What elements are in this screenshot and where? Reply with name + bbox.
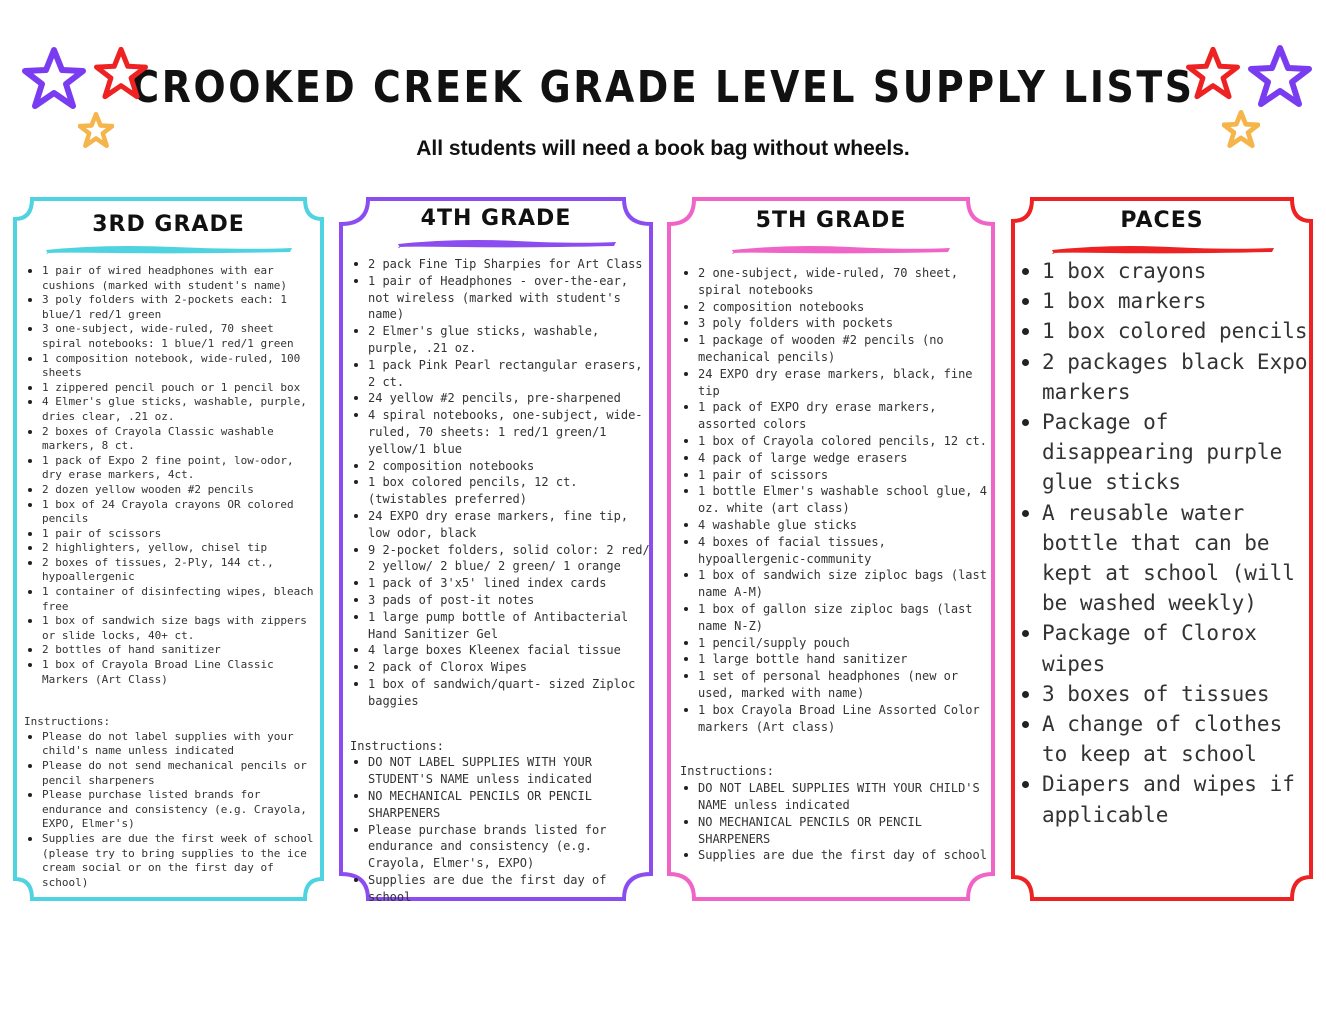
star-icon <box>1186 46 1240 100</box>
list-item: 1 container of disinfecting wipes, bleach free <box>42 585 316 614</box>
list-item: Diapers and wipes if applicable <box>1042 769 1316 829</box>
list-item: Please do not label supplies with your child's name unless indicated <box>42 730 316 759</box>
list-item: 1 pack of 3'x5' lined index cards <box>368 575 650 592</box>
list-item: DO NOT LABEL SUPPLIES WITH YOUR STUDENT'S NAME unless indicated <box>368 754 650 788</box>
list-item: A change of clothes to keep at school <box>1042 709 1316 769</box>
list-item: 1 box of 24 Crayola crayons OR colored pencils <box>42 498 316 527</box>
card-title: PACES <box>1120 208 1204 233</box>
list-item: 2 composition notebooks <box>698 299 992 316</box>
list-item: Package of disappearing purple glue sticks <box>1042 407 1316 498</box>
list-item: 1 box colored pencils <box>1042 316 1316 346</box>
list-item: 1 pair of scissors <box>698 467 992 484</box>
brush-stroke <box>1050 242 1276 256</box>
list-item: 3 boxes of tissues <box>1042 679 1316 709</box>
brush-stroke <box>396 236 618 250</box>
list-item: 1 pair of scissors <box>42 527 316 542</box>
instructions-label: Instructions: <box>680 764 774 779</box>
list-item: 3 one-subject, wide-ruled, 70 sheet spiral notebooks: 1 blue/1 red/1 green <box>42 322 316 351</box>
list-item: 9 2-pocket folders, solid color: 2 red/ 2 yellow/ 2 blue/ 2 green/ 1 orange <box>368 542 650 574</box>
list-item: 1 box of sandwich size ziploc bags (last name A-M) <box>698 567 992 601</box>
list-item: DO NOT LABEL SUPPLIES WITH YOUR CHILD'S NAME unless indicated <box>698 780 992 814</box>
star-icon <box>22 46 86 110</box>
list-item: Please purchase listed brands for endurance and consistency (e.g. Crayola, EXPO, Elmer's) <box>42 788 316 832</box>
list-item: 1 large bottle hand sanitizer <box>698 651 992 668</box>
star-icon <box>94 46 148 100</box>
list-item: 1 pack of Expo 2 fine point, low-odor, dry erase markers, 4ct. <box>42 454 316 483</box>
instructions-list <box>680 780 992 864</box>
list-item: 2 one-subject, wide-ruled, 70 sheet, spiral notebooks <box>698 265 992 299</box>
list-item: 2 boxes of Crayola Classic washable markers, 8 ct. <box>42 425 316 454</box>
list-item: 1 box of sandwich/quart- sized Ziploc baggies <box>368 676 650 710</box>
list-item: 4 large boxes Kleenex facial tissue <box>368 642 650 659</box>
list-item: Supplies are due the first week of school (please try to bring supplies to the ice cream social or on the first day of school) <box>42 832 316 890</box>
supply-list <box>680 265 992 735</box>
card-title: 5TH GRADE <box>755 208 907 233</box>
list-item: 4 washable glue sticks <box>698 517 992 534</box>
list-item: 1 box of Crayola Broad Line Classic Markers (Art Class) <box>42 658 316 687</box>
card-3rd-grade <box>12 196 325 902</box>
list-item: 1 box of Crayola colored pencils, 12 ct. <box>698 433 992 450</box>
list-item: 1 pack Pink Pearl rectangular erasers, 2 ct. <box>368 357 650 391</box>
list-item: 2 packages black Expo markers <box>1042 347 1316 407</box>
list-item: 1 box Crayola Broad Line Assorted Color markers (Art class) <box>698 702 992 736</box>
card-paces <box>1010 196 1314 902</box>
list-item: 2 composition notebooks <box>368 458 650 475</box>
list-item: 1 zippered pencil pouch or 1 pencil box <box>42 381 316 396</box>
list-item: 2 pack of Clorox Wipes <box>368 659 650 676</box>
list-item: 4 boxes of facial tissues, hypoallergenic-community <box>698 534 992 568</box>
list-item: 3 poly folders with pockets <box>698 315 992 332</box>
list-item: 3 poly folders with 2-pockets each: 1 blue/1 red/1 green <box>42 293 316 322</box>
card-5th-grade <box>666 196 996 902</box>
list-item: Package of Clorox wipes <box>1042 618 1316 678</box>
list-item: 1 box markers <box>1042 286 1316 316</box>
supply-content <box>1016 256 1316 830</box>
list-item: A reusable water bottle that can be kept at school (will be washed weekly) <box>1042 498 1316 619</box>
list-item: 3 pads of post-it notes <box>368 592 650 609</box>
list-item: Supplies are due the first day of school <box>368 872 650 906</box>
star-icon <box>1222 110 1260 148</box>
instructions-list <box>24 730 316 891</box>
list-item: 1 box of gallon size ziploc bags (last name N-Z) <box>698 601 992 635</box>
list-item: 24 EXPO dry erase markers, black, fine tip <box>698 366 992 400</box>
list-item: 24 yellow #2 pencils, pre-sharpened <box>368 390 650 407</box>
list-item: 2 boxes of tissues, 2-Ply, 144 ct., hypoallergenic <box>42 556 316 585</box>
instructions-list <box>350 754 650 905</box>
supply-content <box>350 256 650 905</box>
supply-content <box>24 264 316 890</box>
list-item: 24 EXPO dry erase markers, fine tip, low odor, black <box>368 508 650 542</box>
instructions-label: Instructions: <box>24 715 111 729</box>
list-item: 4 pack of large wedge erasers <box>698 450 992 467</box>
list-item: 1 box of sandwich size bags with zippers or slide locks, 40+ ct. <box>42 614 316 643</box>
list-item: 1 large pump bottle of Antibacterial Hand Sanitizer Gel <box>368 609 650 643</box>
list-item: 1 bottle Elmer's washable school glue, 4 oz. white (art class) <box>698 483 992 517</box>
list-item: 1 box colored pencils, 12 ct. (twistables preferred) <box>368 474 650 508</box>
card-4th-grade <box>338 196 654 902</box>
list-item: 1 pair of wired headphones with ear cushions (marked with student's name) <box>42 264 316 293</box>
brush-stroke <box>730 242 952 256</box>
list-item: 2 highlighters, yellow, chisel tip <box>42 541 316 556</box>
instructions-label: Instructions: <box>350 738 444 753</box>
list-item: Please purchase brands listed for endurance and consistency (e.g. Crayola, Elmer's, EXPO) <box>368 822 650 872</box>
star-icon <box>1248 44 1312 108</box>
star-icon <box>78 112 114 148</box>
supply-list <box>350 256 650 710</box>
list-item: 4 Elmer's glue sticks, washable, purple, dries clear, .21 oz. <box>42 395 316 424</box>
list-item: 1 pencil/supply pouch <box>698 635 992 652</box>
supply-list <box>24 264 316 687</box>
list-item: Supplies are due the first day of school <box>698 847 992 864</box>
list-item: NO MECHANICAL PENCILS OR PENCIL SHARPENERS <box>698 814 992 848</box>
list-item: 1 set of personal headphones (new or used, marked with name) <box>698 668 992 702</box>
list-item: 1 pair of Headphones - over-the-ear, not wireless (marked with student's name) <box>368 273 650 323</box>
list-item: NO MECHANICAL PENCILS OR PENCIL SHARPENERS <box>368 788 650 822</box>
list-item: 2 dozen yellow wooden #2 pencils <box>42 483 316 498</box>
list-item: 2 bottles of hand sanitizer <box>42 643 316 658</box>
list-item: 1 box crayons <box>1042 256 1316 286</box>
list-item: 1 package of wooden #2 pencils (no mechanical pencils) <box>698 332 992 366</box>
list-item: 2 pack Fine Tip Sharpies for Art Class <box>368 256 650 273</box>
list-item: 1 pack of EXPO dry erase markers, assorted colors <box>698 399 992 433</box>
supply-list <box>1016 256 1316 830</box>
card-title: 3RD GRADE <box>92 212 245 237</box>
card-title: 4TH GRADE <box>420 206 572 231</box>
list-item: Please do not send mechanical pencils or pencil sharpeners <box>42 759 316 788</box>
page-subtitle: All students will need a book bag without wheels. <box>416 137 910 160</box>
brush-stroke <box>44 242 294 256</box>
list-item: 4 spiral notebooks, one-subject, wide-ruled, 70 sheets: 1 red/1 green/1 yellow/1 blue <box>368 407 650 457</box>
supply-content <box>680 265 992 864</box>
page-title: CROOKED CREEK GRADE LEVEL SUPPLY LISTS <box>131 62 1195 113</box>
list-item: 2 Elmer's glue sticks, washable, purple, .21 oz. <box>368 323 650 357</box>
list-item: 1 composition notebook, wide-ruled, 100 sheets <box>42 352 316 381</box>
